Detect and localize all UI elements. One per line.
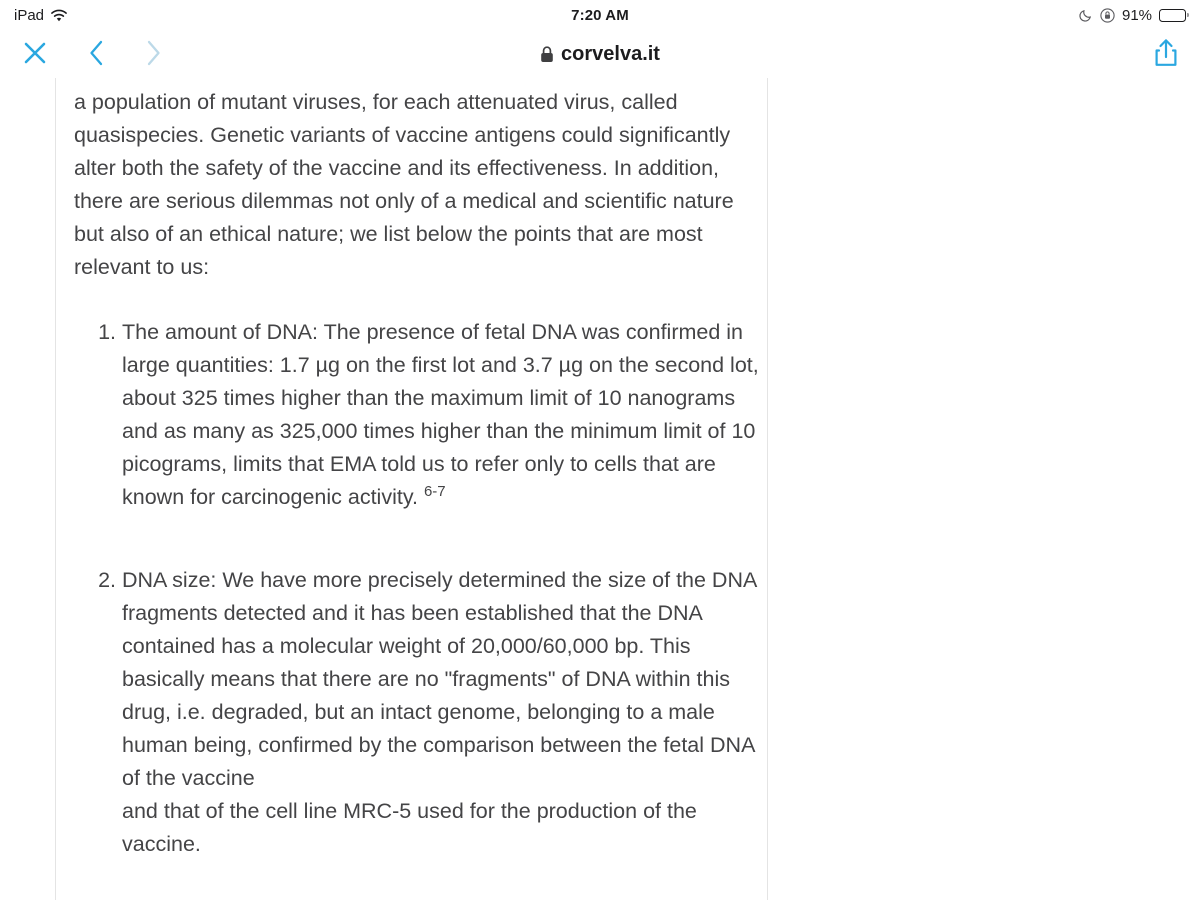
rotation-lock-icon <box>1100 8 1115 23</box>
lock-icon <box>540 46 554 63</box>
article-body <box>74 78 764 861</box>
lead-paragraph: a population of mutant viruses, for each attenuated virus, called quasispecies. Genetic variants of vaccine antigens could significantly alter both the safety of the vaccine and its effectiveness. In addition, there are serious dilemmas not only of a medical and scientific nature but also of an ethical nature; we list below the points that are most relevant to us: <box>74 90 734 279</box>
wifi-icon <box>50 9 68 22</box>
close-icon <box>22 40 48 69</box>
list-item-number: 2. <box>98 568 116 592</box>
list-item-text-continued: and that of the cell line MRC-5 used for the production of the vaccine. <box>122 799 697 856</box>
status-bar-left <box>14 7 571 24</box>
list-item <box>74 316 764 514</box>
address-title <box>0 43 1200 66</box>
device-label: iPad <box>14 6 45 24</box>
points-list <box>74 316 764 861</box>
battery-percent-label: 91% <box>1121 6 1153 24</box>
chevron-right-icon <box>145 39 162 70</box>
list-item-text: The amount of DNA: The presence of fetal DNA was confirmed in large quantities: 1.7 µg on the first lot and 3.7 µg on the second lot, about 325 times higher than the maximum limit of 10 nanograms and as many as 325,000 times higher than the minimum limit of 10 picograms, limits that EMA told us to refer only to cells that are known for carcinogenic activity. <box>122 320 759 509</box>
battery-icon <box>1159 9 1186 22</box>
back-button[interactable] <box>88 39 105 70</box>
status-bar-right <box>629 7 1186 24</box>
forward-button[interactable] <box>145 39 162 70</box>
close-button[interactable] <box>22 40 48 69</box>
reader-page[interactable] <box>0 78 1200 900</box>
toolbar-right-group <box>1154 38 1178 71</box>
chevron-left-icon <box>88 39 105 70</box>
list-item-superscript: 6-7 <box>423 482 446 500</box>
site-title-text: corvelva.it <box>561 42 660 65</box>
share-button[interactable] <box>1154 38 1178 71</box>
share-icon <box>1154 38 1178 71</box>
browser-toolbar <box>0 30 1200 78</box>
list-item <box>74 564 764 861</box>
status-bar <box>0 0 1200 30</box>
status-bar-clock: 7:20 AM <box>571 6 629 24</box>
moon-icon <box>1079 8 1093 22</box>
toolbar-left-group <box>22 39 162 70</box>
list-item-number: 1. <box>98 320 116 344</box>
list-item-text: DNA size: We have more precisely determined the size of the DNA fragments detected and it has been established that the DNA contained has a molecular weight of 20,000/60,000 bp. This basically means that there are no "fragments" of DNA within this drug, i.e. degraded, but an intact genome, belonging to a male human being, confirmed by the comparison between the fetal DNA of the vaccine <box>122 568 757 790</box>
